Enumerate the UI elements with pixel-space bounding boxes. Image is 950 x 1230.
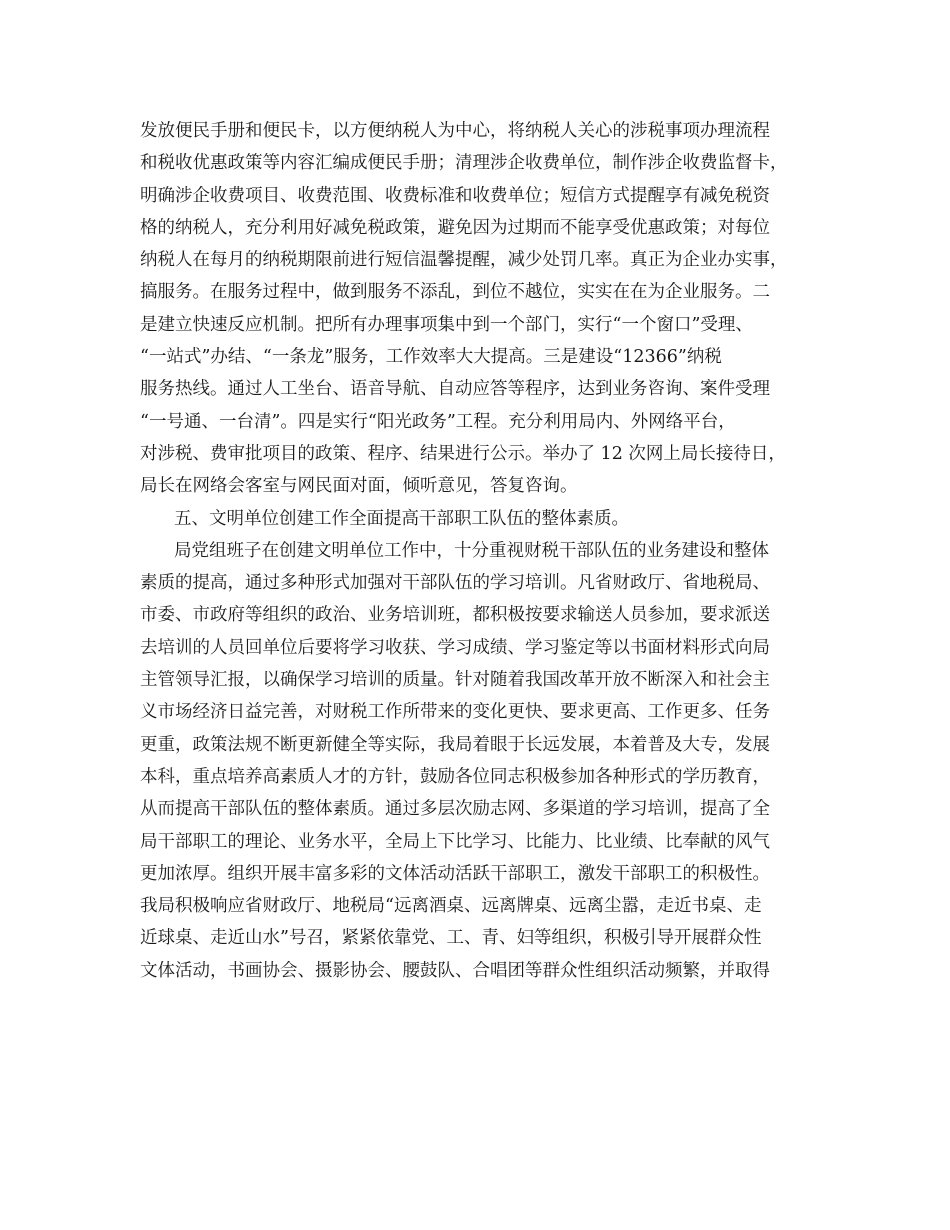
- text-line: 局干部职工的理论、业务水平，全局上下比学习、比能力、比业绩、比奉献的风气: [140, 831, 770, 852]
- text-line: 和税收优惠政策等内容汇编成便民手册；清理涉企收费单位，制作涉企收费监督卡，: [140, 153, 788, 174]
- text-line: 从而提高干部队伍的整体素质。通过多层次励志网、多渠道的学习培训，提高了全: [140, 799, 770, 820]
- text-line: 去培训的人员回单位后要将学习收获、学习成绩、学习鉴定等以书面材料形式向局: [140, 637, 770, 658]
- section-heading: 五、文明单位创建工作全面提高干部职工队伍的整体素质。: [174, 508, 629, 529]
- text-line: 我局积极响应省财政厅、地税局“远离酒桌、远离牌桌、远离尘嚣，走近书桌、走: [140, 896, 762, 917]
- text-line: 局党组班子在创建文明单位工作中，十分重视财税干部队伍的业务建设和整体: [174, 540, 769, 561]
- text-line: 主管领导汇报，以确保学习培训的质量。针对随着我国改革开放不断深入和社会主: [140, 670, 770, 691]
- text-line: 发放便民手册和便民卡，以方便纳税人为中心，将纳税人关心的涉税事项办理流程: [140, 121, 770, 141]
- text-line: 是建立快速反应机制。把所有办理事项集中到一个部门，实行“一个窗口”受理、: [140, 314, 753, 335]
- text-line: 格的纳税人，充分利用好减免税政策，避免因为过期而不能享受优惠政策；对每位: [140, 217, 770, 238]
- body-text: [140, 115, 830, 987]
- text-line: 纳税人在每月的纳税期限前进行短信温馨提醒，减少处罚几率。真正为企业办实事，: [140, 250, 788, 271]
- text-line: 搞服务。在服务过程中，做到服务不添乱，到位不越位，实实在在为企业服务。二: [140, 282, 770, 303]
- text-line: 服务热线。通过人工坐台、语音导航、自动应答等程序，达到业务咨询、案件受理: [140, 379, 770, 400]
- text-line: 义市场经济日益完善，对财税工作所带来的变化更快、要求更高、工作更多、任务: [140, 702, 770, 723]
- text-line: “一站式”办结、“一条龙”服务，工作效率大大提高。三是建设“12366”纳税: [140, 347, 722, 368]
- text-line: 市委、市政府等组织的政治、业务培训班，都积极按要求输送人员参加，要求派送: [140, 605, 770, 626]
- text-line: 文体活动，书画协会、摄影协会、腰鼓队、合唱团等群众性组织活动频繁，并取得: [140, 960, 770, 981]
- text-line: 素质的提高，通过多种形式加强对干部队伍的学习培训。凡省财政厅、省地税局、: [140, 573, 770, 594]
- text-line: “一号通、一台清”。四是实行“阳光政务”工程。充分利用局内、外网络平台，: [140, 411, 736, 432]
- text-line: 近球桌、走近山水”号召，紧紧依靠党、工、青、妇等组织，积极引导开展群众性: [140, 928, 762, 949]
- text-line: 更加浓厚。组织开展丰富多彩的文体活动活跃干部职工，激发干部职工的积极性。: [140, 863, 770, 884]
- text-line: 本科，重点培养高素质人才的方针，鼓励各位同志积极参加各种形式的学历教育，: [140, 766, 770, 787]
- text-line: 局长在网络会客室与网民面对面，倾听意见，答复咨询。: [140, 476, 578, 497]
- text-line: 明确涉企收费项目、收费范围、收费标准和收费单位；短信方式提醒享有减免税资: [140, 185, 770, 206]
- text-line: 对涉税、费审批项目的政策、程序、结果进行公示。举办了 12 次网上局长接待日，: [140, 443, 786, 464]
- text-line: 更重，政策法规不断更新健全等实际，我局着眼于长远发展，本着普及大专，发展: [140, 734, 770, 755]
